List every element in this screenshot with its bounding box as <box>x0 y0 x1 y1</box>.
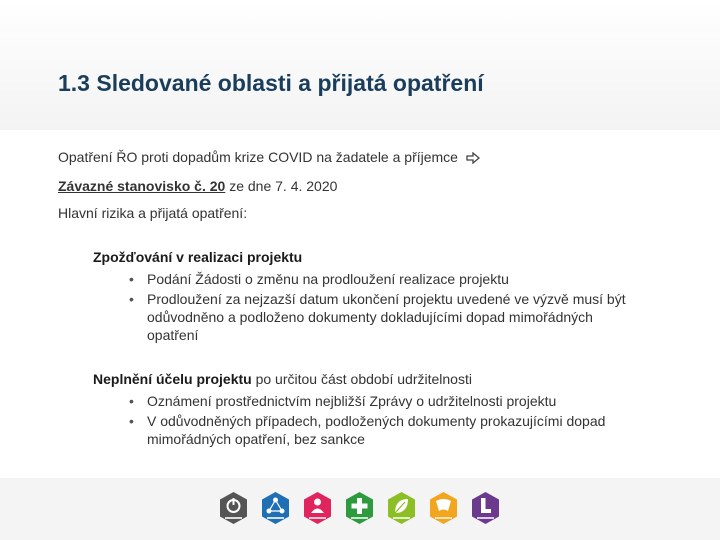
risks-heading: Hlavní rizika a přijatá opatření: <box>58 205 248 221</box>
bullet-icon: • <box>129 271 134 287</box>
slide-content <box>58 148 658 450</box>
reference-line <box>58 177 658 195</box>
list-item-text: Oznámení prostřednictvím nejbližší Zprávy o udržitelnosti projektu <box>147 393 557 409</box>
page-title: 1.3 Sledované oblasti a přijatá opatření <box>58 70 484 96</box>
reference-date: ze dne 7. 4. 2020 <box>225 178 338 194</box>
intro-text: Opatření ŘO proti dopadům krize COVID na žadatele a příjemce <box>58 149 458 165</box>
logo-strip <box>218 491 501 525</box>
section-heading <box>93 248 658 266</box>
bullet-icon: • <box>129 393 134 409</box>
bullet-list <box>93 270 658 344</box>
header-band <box>0 0 720 130</box>
intro-line <box>58 148 658 168</box>
section-heading-bold: Neplnění účelu projektu <box>93 371 252 387</box>
stanovisko-link[interactable]: Závazné stanovisko č. 20 <box>58 178 226 194</box>
bullet-icon: • <box>129 291 134 307</box>
ribbon-icon <box>428 491 459 525</box>
l-letter-icon <box>470 491 501 525</box>
list-item-text: V odůvodněných případech, podložených dokumenty prokazujícími dopad mimořádných opatření, bez sankce <box>147 413 606 447</box>
list-item <box>129 270 658 288</box>
section-heading <box>93 370 658 388</box>
bullet-list <box>93 392 658 448</box>
leaf-icon <box>386 491 417 525</box>
arrow-right-icon <box>466 150 480 168</box>
list-item-text: Podání Žádosti o změnu na prodloužení realizace projektu <box>147 271 509 287</box>
network-icon <box>260 491 291 525</box>
section-delays <box>93 248 658 344</box>
bullet-icon: • <box>129 413 134 429</box>
section-heading-bold: Zpožďování v realizaci projektu <box>93 249 303 265</box>
power-icon <box>218 491 249 525</box>
section-purpose <box>93 370 658 448</box>
person-icon <box>302 491 333 525</box>
section-heading-rest: po určitou část období udržitelnosti <box>251 371 472 387</box>
list-item <box>129 412 637 448</box>
list-item-text: Prodloužení za nejzazší datum ukončení projektu uvedené ve výzvě musí být odůvodněno a podloženo dokumenty dokladujícími dopad mimořádných opatření <box>147 291 626 343</box>
list-item <box>129 392 658 410</box>
cross-icon <box>344 491 375 525</box>
list-item <box>129 290 647 344</box>
